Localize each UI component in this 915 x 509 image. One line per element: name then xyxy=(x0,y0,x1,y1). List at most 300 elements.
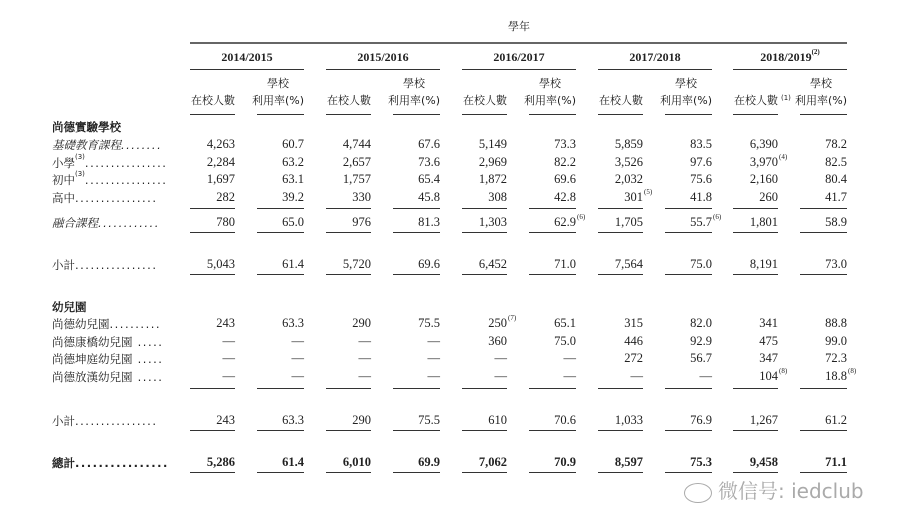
utilization-cell xyxy=(393,257,440,272)
cell-value: 18.8 xyxy=(825,369,847,383)
enrollment-cell xyxy=(326,334,371,349)
column-underline xyxy=(529,388,576,389)
enrollment-cell xyxy=(190,351,235,366)
row-label-text: 總計 xyxy=(52,456,75,470)
utilization-cell xyxy=(529,213,586,230)
utilization-header-line1: 學校 xyxy=(810,77,832,90)
column-underline xyxy=(257,388,304,389)
utilization-cell xyxy=(393,137,440,152)
cell-value: 360 xyxy=(488,334,507,348)
column-underline xyxy=(665,114,712,115)
enrollment-cell xyxy=(598,257,643,272)
column-underline xyxy=(393,430,440,431)
cell-value: 63.1 xyxy=(282,172,304,186)
cell-value: 75.5 xyxy=(418,413,440,427)
utilization-cell xyxy=(257,316,304,331)
cell-value: 83.5 xyxy=(690,137,712,151)
enrollment-cell xyxy=(598,413,643,428)
enrollment-cell xyxy=(462,155,507,170)
year-label: 2017/2018 xyxy=(629,50,681,64)
column-underline xyxy=(393,208,440,209)
row-label-text: 基礎教育課程 xyxy=(52,138,121,152)
utilization-cell xyxy=(800,215,847,230)
enrollment-cell xyxy=(326,369,371,384)
utilization-cell xyxy=(665,155,712,170)
year-underline xyxy=(326,69,440,70)
column-underline xyxy=(326,472,371,473)
cell-value: 65.0 xyxy=(282,215,304,229)
enrollment-cell xyxy=(326,215,371,230)
cell-value: 250 xyxy=(488,316,507,330)
utilization-cell xyxy=(665,137,712,152)
cell-value: 42.8 xyxy=(554,190,576,204)
cell-value: 60.7 xyxy=(282,137,304,151)
column-underline xyxy=(326,274,371,275)
enrollment-cell xyxy=(462,334,507,349)
row-label-text: 小學 xyxy=(52,156,75,170)
enrollment-cell xyxy=(462,413,507,428)
cell-value: 5,286 xyxy=(206,455,235,469)
utilization-header-line2: 利用率(%) xyxy=(251,94,305,107)
cell-value: 282 xyxy=(216,190,235,204)
cell-value: 75.0 xyxy=(554,334,576,348)
cell-value: 65.4 xyxy=(418,172,440,186)
utilization-header-line1: 學校 xyxy=(267,77,289,90)
column-underline xyxy=(462,208,507,209)
utilization-cell xyxy=(529,190,576,205)
cell-value: 75.6 xyxy=(690,172,712,186)
cell-value: 2,969 xyxy=(478,155,507,169)
column-underline xyxy=(598,388,643,389)
enrollment-cell xyxy=(190,257,235,272)
footnote-mark: (2) xyxy=(811,48,820,56)
column-underline xyxy=(326,430,371,431)
enrollment-cell xyxy=(326,455,371,470)
cell-value: — xyxy=(699,369,712,383)
utilization-cell xyxy=(257,455,304,470)
cell-value: 61.4 xyxy=(282,257,304,271)
utilization-cell xyxy=(665,369,712,384)
cell-value: 1,033 xyxy=(614,413,643,427)
leader-dots: ..... xyxy=(132,352,164,366)
enrollment-cell xyxy=(326,413,371,428)
enrollment-cell xyxy=(190,334,235,349)
column-underline xyxy=(800,114,847,115)
utilization-cell xyxy=(800,190,847,205)
cell-value: 81.3 xyxy=(418,215,440,229)
cell-value: 780 xyxy=(216,215,235,229)
enrollment-cell xyxy=(190,172,235,187)
utilization-cell xyxy=(529,316,576,331)
utilization-cell xyxy=(800,367,857,384)
cell-value: 88.8 xyxy=(825,316,847,330)
utilization-cell xyxy=(257,257,304,272)
year-label: 2018/2019 xyxy=(760,50,812,64)
utilization-cell xyxy=(800,413,847,428)
utilization-cell xyxy=(800,172,847,187)
cell-value: 78.2 xyxy=(825,137,847,151)
column-underline xyxy=(190,472,235,473)
column-underline xyxy=(529,114,576,115)
cell-value: 1,267 xyxy=(749,413,778,427)
enrollment-cell xyxy=(326,155,371,170)
row-label-text: 尚德放漢幼兒園 xyxy=(52,370,133,384)
cell-value: — xyxy=(427,334,440,348)
year-header xyxy=(598,50,712,65)
utilization-cell xyxy=(665,334,712,349)
cell-value: 69.6 xyxy=(418,257,440,271)
leader-dots: ................ xyxy=(75,414,158,428)
utilization-cell xyxy=(393,351,440,366)
enrollment-cell xyxy=(733,367,788,384)
cell-value: 243 xyxy=(216,413,235,427)
cell-value: 73.3 xyxy=(554,137,576,151)
enrollment-cell xyxy=(462,215,507,230)
enrollment-header xyxy=(322,92,376,109)
column-underline xyxy=(190,430,235,431)
column-underline xyxy=(190,232,235,233)
cell-value: 41.8 xyxy=(690,190,712,204)
cell-value: 62.9 xyxy=(554,215,576,229)
utilization-cell xyxy=(800,257,847,272)
footnote-mark: (5) xyxy=(644,188,653,196)
row-label-text: 尚德康橋幼兒園 xyxy=(52,335,133,349)
column-underline xyxy=(257,208,304,209)
cell-value: 8,191 xyxy=(749,257,778,271)
cell-value: 446 xyxy=(624,334,643,348)
column-underline xyxy=(326,232,371,233)
enrollment-cell xyxy=(326,137,371,152)
column-underline xyxy=(326,388,371,389)
enrollment-cell xyxy=(598,155,643,170)
enrollment-label: 在校人數 xyxy=(463,94,507,107)
column-underline xyxy=(326,208,371,209)
enrollment-cell xyxy=(598,351,643,366)
footnote-mark: (3) xyxy=(75,153,85,161)
cell-value: 73.0 xyxy=(825,257,847,271)
footnote-mark: (1) xyxy=(781,94,791,102)
cell-value: 2,657 xyxy=(342,155,371,169)
cell-value: — xyxy=(427,369,440,383)
column-underline xyxy=(257,114,304,115)
row-label xyxy=(52,334,163,350)
year-label: 2014/2015 xyxy=(221,50,273,64)
utilization-cell xyxy=(393,215,440,230)
enrollment-cell xyxy=(733,215,778,230)
enrollment-cell xyxy=(598,172,643,187)
cell-value: 80.4 xyxy=(825,172,847,186)
enrollment-cell xyxy=(598,188,653,205)
utilization-cell xyxy=(529,172,576,187)
enrollment-cell xyxy=(462,172,507,187)
column-underline xyxy=(665,208,712,209)
cell-value: 330 xyxy=(352,190,371,204)
cell-value: 260 xyxy=(759,190,778,204)
cell-value: — xyxy=(494,369,507,383)
column-underline xyxy=(800,430,847,431)
cell-value: 61.2 xyxy=(825,413,847,427)
cell-value: 5,859 xyxy=(614,137,643,151)
cell-value: 5,043 xyxy=(206,257,235,271)
leader-dots: .......... xyxy=(109,317,162,331)
column-underline xyxy=(733,208,778,209)
column-underline xyxy=(733,114,778,115)
leader-dots: ........ xyxy=(121,138,163,152)
column-underline xyxy=(733,472,778,473)
leader-dots: ................ xyxy=(75,191,158,205)
enrollment-cell xyxy=(598,215,643,230)
cell-value: — xyxy=(358,351,371,365)
cell-value: 9,458 xyxy=(749,455,778,469)
column-underline xyxy=(529,274,576,275)
enrollment-cell xyxy=(598,316,643,331)
column-underline xyxy=(462,274,507,275)
row-label-text: 小計 xyxy=(52,414,75,428)
utilization-cell xyxy=(665,351,712,366)
cell-value: 272 xyxy=(624,351,643,365)
cell-value: 72.3 xyxy=(825,351,847,365)
utilization-cell xyxy=(800,316,847,331)
column-underline xyxy=(529,472,576,473)
column-underline xyxy=(598,232,643,233)
cell-value: 82.5 xyxy=(825,155,847,169)
cell-value: — xyxy=(563,351,576,365)
cell-value: 41.7 xyxy=(825,190,847,204)
total-label xyxy=(52,455,169,471)
column-underline xyxy=(190,114,235,115)
cell-value: 4,263 xyxy=(206,137,235,151)
utilization-cell xyxy=(393,155,440,170)
enrollment-cell xyxy=(733,172,778,187)
leader-dots: ................ xyxy=(75,456,169,470)
footnote-mark: (8) xyxy=(848,367,857,375)
leader-dots: ..... xyxy=(132,370,164,384)
cell-value: 6,390 xyxy=(749,137,778,151)
enrollment-cell xyxy=(733,153,788,170)
cell-value: — xyxy=(291,334,304,348)
utilization-cell xyxy=(257,334,304,349)
enrollment-cell xyxy=(598,334,643,349)
utilization-cell xyxy=(257,172,304,187)
utilization-cell xyxy=(393,190,440,205)
utilization-cell xyxy=(257,351,304,366)
utilization-cell xyxy=(257,413,304,428)
cell-value: 3,970 xyxy=(749,155,778,169)
utilization-cell xyxy=(393,455,440,470)
utilization-cell xyxy=(665,213,722,230)
cell-value: 5,149 xyxy=(478,137,507,151)
enrollment-cell xyxy=(733,257,778,272)
column-underline xyxy=(529,208,576,209)
cell-value: 73.6 xyxy=(418,155,440,169)
footnote-mark: (7) xyxy=(508,314,517,322)
utilization-cell xyxy=(665,172,712,187)
column-underline xyxy=(733,430,778,431)
cell-value: 71.1 xyxy=(825,455,847,469)
row-label xyxy=(52,155,167,171)
column-underline xyxy=(326,114,371,115)
cell-value: 65.1 xyxy=(554,316,576,330)
cell-value: 301 xyxy=(624,190,643,204)
column-underline xyxy=(665,274,712,275)
cell-value: 315 xyxy=(624,316,643,330)
cell-value: 75.0 xyxy=(690,257,712,271)
enrollment-cell xyxy=(190,369,235,384)
utilization-cell xyxy=(393,334,440,349)
enrollment-cell xyxy=(326,257,371,272)
cell-value: 69.9 xyxy=(418,455,440,469)
utilization-cell xyxy=(257,137,304,152)
column-underline xyxy=(190,208,235,209)
column-underline xyxy=(462,388,507,389)
cell-value: — xyxy=(358,369,371,383)
row-label xyxy=(52,215,160,231)
utilization-cell xyxy=(529,137,576,152)
row-label-text: 融合課程 xyxy=(52,216,98,230)
utilization-cell xyxy=(800,455,847,470)
cell-value: 75.5 xyxy=(418,316,440,330)
column-underline xyxy=(393,274,440,275)
footnote-mark: (3) xyxy=(75,170,85,178)
year-label: 2016/2017 xyxy=(493,50,545,64)
column-underline xyxy=(665,232,712,233)
utilization-cell xyxy=(393,413,440,428)
column-underline xyxy=(800,472,847,473)
utilization-cell xyxy=(257,369,304,384)
column-underline xyxy=(598,430,643,431)
row-label xyxy=(52,369,163,385)
enrollment-label: 在校人數 xyxy=(734,94,778,107)
column-underline xyxy=(665,472,712,473)
enrollment-header xyxy=(458,92,512,109)
cell-value: 104 xyxy=(759,369,778,383)
year-header xyxy=(190,50,304,65)
column-underline xyxy=(800,232,847,233)
cell-value: 2,032 xyxy=(614,172,643,186)
enrollment-cell xyxy=(733,455,778,470)
cell-value: 82.2 xyxy=(554,155,576,169)
leader-dots: ............ xyxy=(98,216,160,230)
column-underline xyxy=(665,430,712,431)
cell-value: 976 xyxy=(352,215,371,229)
cell-value: 99.0 xyxy=(825,334,847,348)
enrollment-cell xyxy=(462,351,507,366)
utilization-cell xyxy=(529,413,576,428)
cell-value: 347 xyxy=(759,351,778,365)
column-underline xyxy=(800,208,847,209)
year-underline xyxy=(733,69,847,70)
row-label-text: 小計 xyxy=(52,258,75,272)
enrollment-header xyxy=(729,92,791,109)
cell-value: 290 xyxy=(352,413,371,427)
subtotal-label xyxy=(52,257,158,273)
utilization-cell xyxy=(800,334,847,349)
enrollment-cell xyxy=(462,137,507,152)
cell-value: 341 xyxy=(759,316,778,330)
section-title: 尚德實驗學校 xyxy=(52,120,121,134)
column-underline xyxy=(733,232,778,233)
footnote-mark: (4) xyxy=(779,153,788,161)
enrollment-label: 在校人數 xyxy=(327,94,371,107)
enrollment-cell xyxy=(733,413,778,428)
column-underline xyxy=(393,388,440,389)
cell-value: 70.9 xyxy=(554,455,576,469)
utilization-header-line2: 利用率(%) xyxy=(659,94,713,107)
utilization-cell xyxy=(257,190,304,205)
column-underline xyxy=(257,232,304,233)
header-title: 學年 xyxy=(508,20,530,33)
enrollment-cell xyxy=(462,369,507,384)
utilization-cell xyxy=(257,215,304,230)
cell-value: 63.3 xyxy=(282,413,304,427)
utilization-cell xyxy=(665,190,712,205)
utilization-cell xyxy=(665,316,712,331)
enrollment-cell xyxy=(733,334,778,349)
column-underline xyxy=(800,274,847,275)
column-underline xyxy=(257,430,304,431)
cell-value: — xyxy=(494,351,507,365)
column-underline xyxy=(800,388,847,389)
leader-dots: ................ xyxy=(84,173,168,187)
subtotal-label xyxy=(52,413,158,429)
utilization-cell xyxy=(529,257,576,272)
column-underline xyxy=(462,472,507,473)
cell-value: 3,526 xyxy=(614,155,643,169)
cell-value: 63.3 xyxy=(282,316,304,330)
utilization-cell xyxy=(393,369,440,384)
enrollment-cell xyxy=(733,190,778,205)
utilization-header-line1: 學校 xyxy=(675,77,697,90)
utilization-cell xyxy=(800,351,847,366)
footnote-mark: (8) xyxy=(779,367,788,375)
row-label xyxy=(52,190,158,206)
row-label-text: 尚德坤庭幼兒園 xyxy=(52,352,133,366)
enrollment-cell xyxy=(190,316,235,331)
watermark-text: 微信号: iedclub xyxy=(718,479,864,503)
cell-value: 70.6 xyxy=(554,413,576,427)
year-header xyxy=(733,50,847,65)
utilization-cell xyxy=(800,137,847,152)
leader-dots: ................ xyxy=(84,156,168,170)
column-underline xyxy=(598,114,643,115)
utilization-cell xyxy=(529,369,576,384)
enrollment-cell xyxy=(326,351,371,366)
column-underline xyxy=(393,472,440,473)
cell-value: 69.6 xyxy=(554,172,576,186)
cell-value: 1,757 xyxy=(342,172,371,186)
cell-value: — xyxy=(291,351,304,365)
cell-value: — xyxy=(630,369,643,383)
utilization-cell xyxy=(529,351,576,366)
header-top-rule xyxy=(190,42,847,44)
cell-value: — xyxy=(291,369,304,383)
column-underline xyxy=(190,274,235,275)
year-underline xyxy=(598,69,712,70)
utilization-cell xyxy=(665,455,712,470)
column-underline xyxy=(529,430,576,431)
row-label xyxy=(52,172,167,188)
cell-value: — xyxy=(222,369,235,383)
utilization-header-line2: 利用率(%) xyxy=(523,94,577,107)
year-label: 2015/2016 xyxy=(357,50,409,64)
column-underline xyxy=(598,472,643,473)
cell-value: 58.9 xyxy=(825,215,847,229)
footnote-mark: (6) xyxy=(577,213,586,221)
enrollment-header xyxy=(594,92,648,109)
column-underline xyxy=(393,232,440,233)
cell-value: 63.2 xyxy=(282,155,304,169)
utilization-header-line2: 利用率(%) xyxy=(387,94,441,107)
